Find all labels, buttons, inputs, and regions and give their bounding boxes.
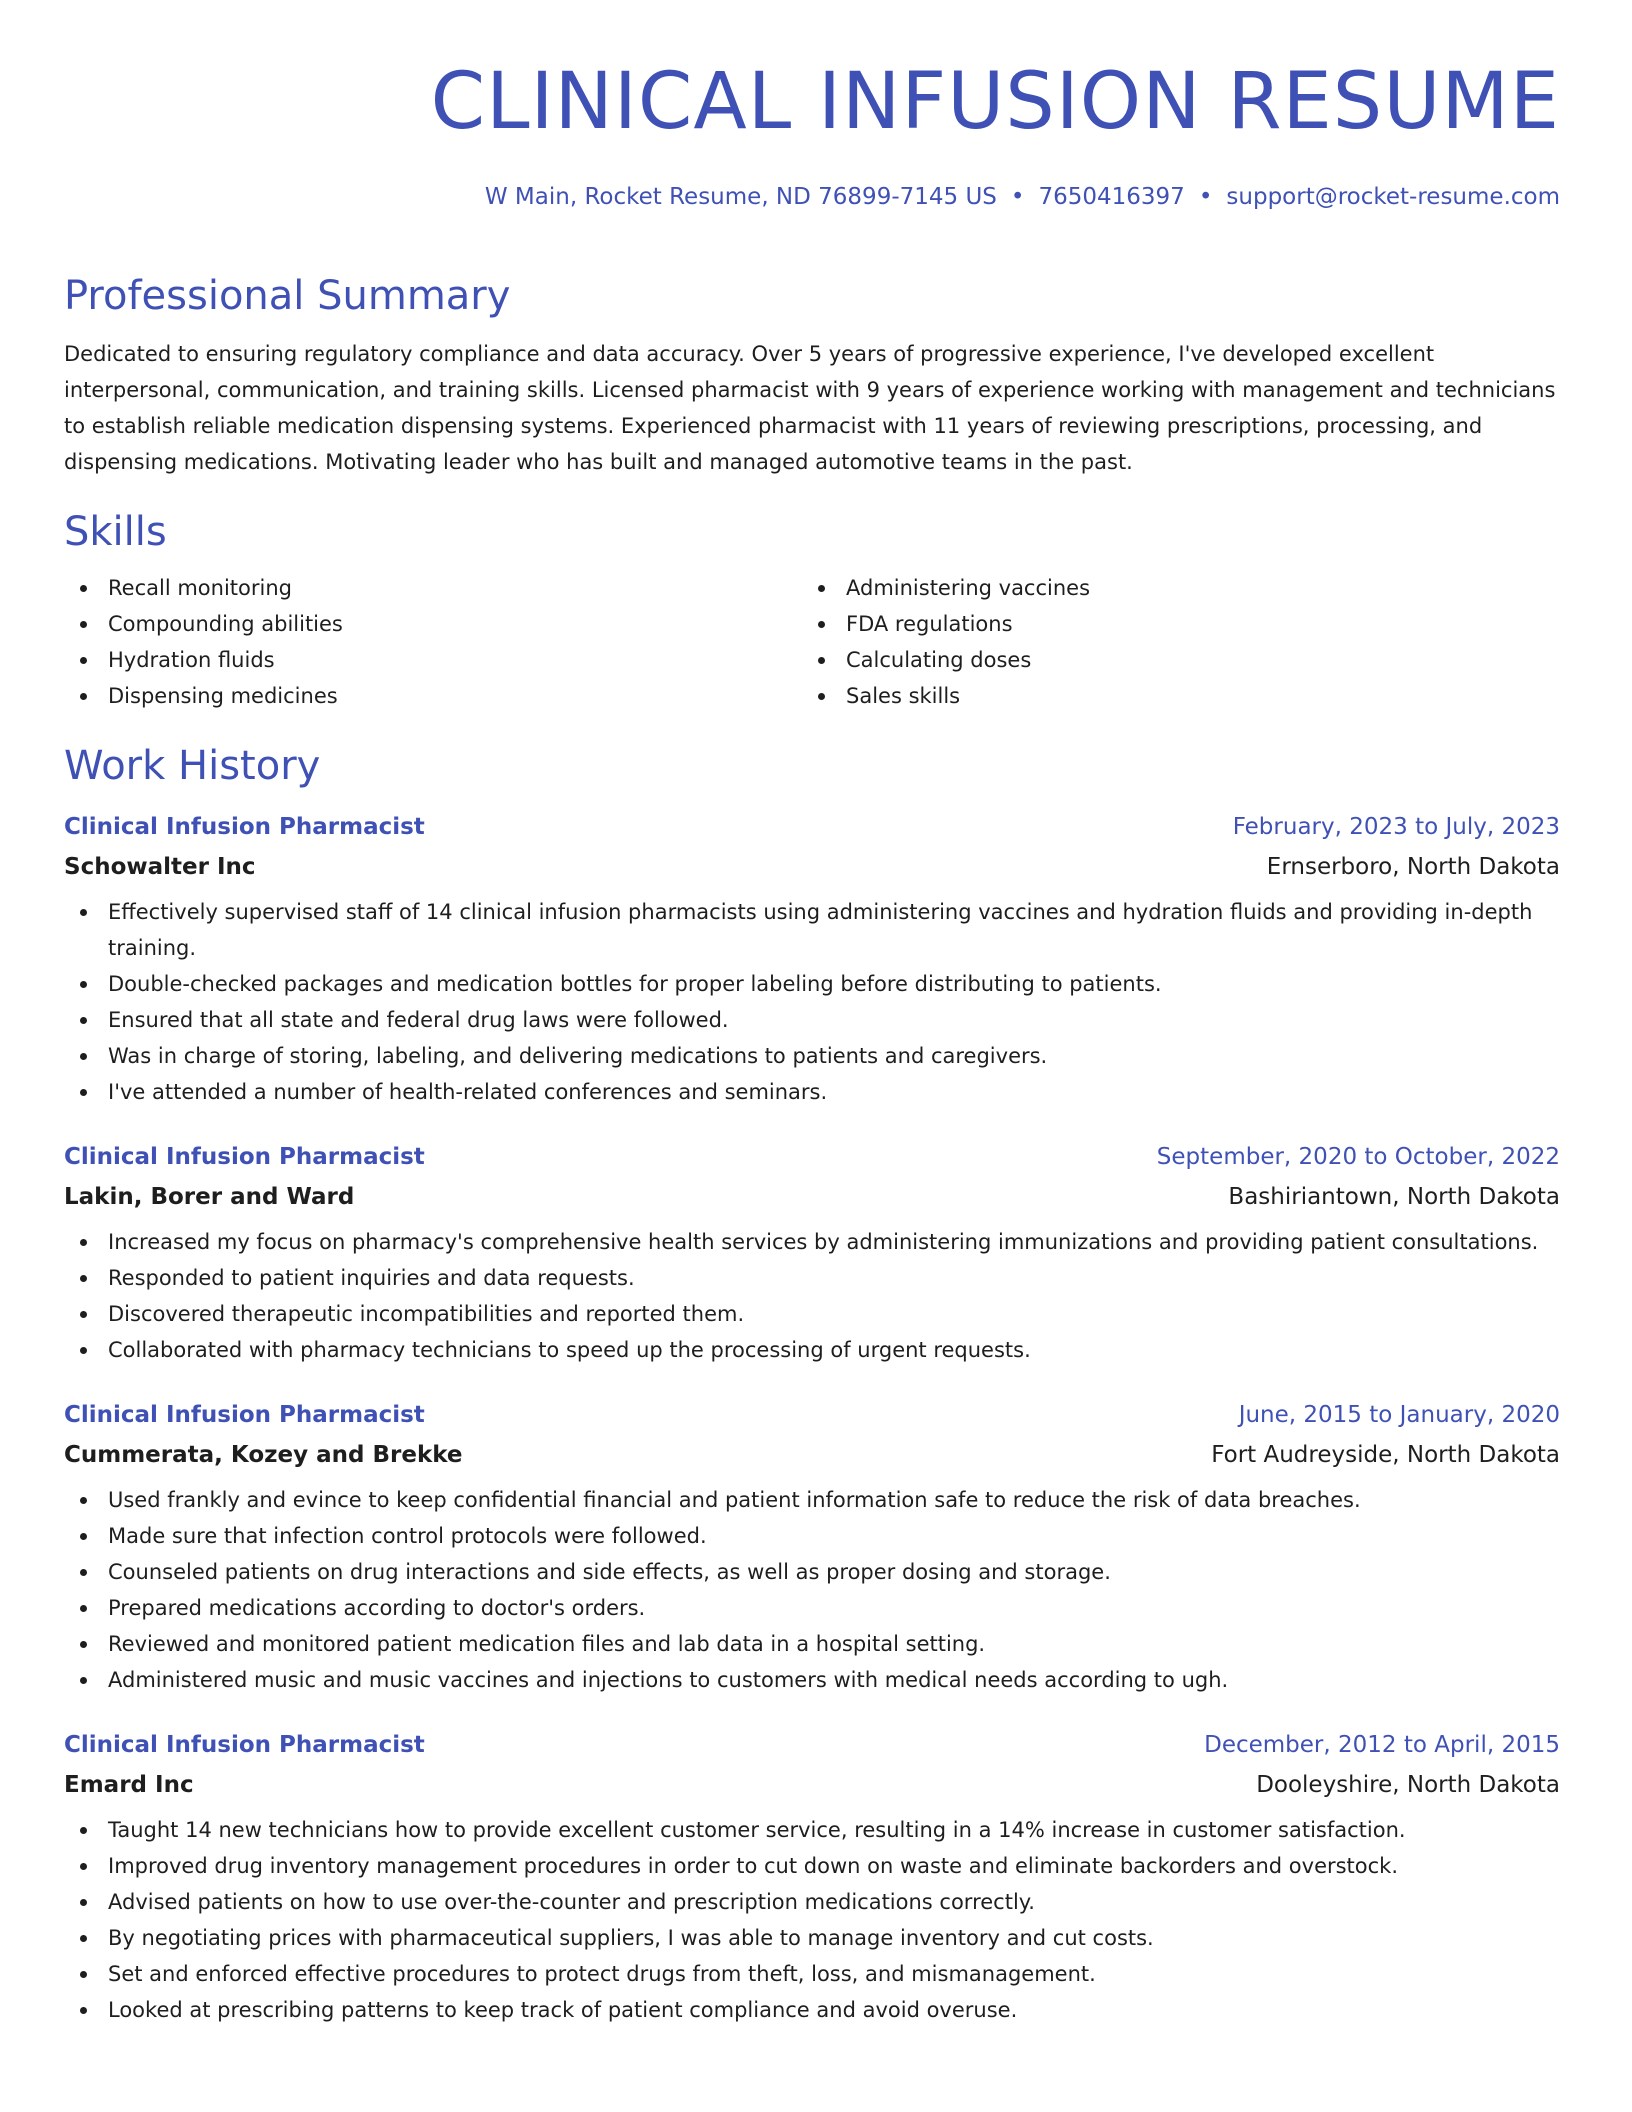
job-location: Bashiriantown, North Dakota [1228, 1184, 1560, 1210]
job-dates: September, 2020 to October, 2022 [1156, 1144, 1560, 1170]
section-title-skills: Skills [64, 509, 167, 555]
bullet-item: Prepared medications according to doctor's orders. [64, 1590, 1560, 1626]
section-title-work-history: Work History [64, 743, 321, 789]
skill-item: Calculating doses [802, 642, 1540, 678]
company-name: Lakin, Borer and Ward [64, 1184, 355, 1210]
separator: • [1198, 184, 1213, 210]
job-dates: December, 2012 to April, 2015 [1204, 1732, 1560, 1758]
skill-item: Compounding abilities [64, 606, 802, 642]
job-location: Ernserboro, North Dakota [1266, 854, 1560, 880]
bullet-item: Ensured that all state and federal drug laws were followed. [64, 1002, 1560, 1038]
bullet-item: Made sure that infection control protocols were followed. [64, 1518, 1560, 1554]
resume-header [64, 56, 1560, 212]
bullet-item: Used frankly and evince to keep confidential financial and patient information safe to reduce the risk of data breaches. [64, 1482, 1560, 1518]
company-name: Emard Inc [64, 1772, 194, 1798]
job-entry [64, 1400, 1560, 1698]
skill-item: Sales skills [802, 678, 1540, 714]
company-name: Cummerata, Kozey and Brekke [64, 1442, 463, 1468]
job-dates: February, 2023 to July, 2023 [1232, 814, 1560, 840]
bullet-item: Reviewed and monitored patient medication files and lab data in a hospital setting. [64, 1626, 1560, 1662]
phone: 7650416397 [1038, 184, 1185, 210]
skill-item: Recall monitoring [64, 570, 802, 606]
job-bullets [64, 1482, 1560, 1698]
job-dates: June, 2015 to January, 2020 [1238, 1402, 1560, 1428]
bullet-item: Was in charge of storing, labeling, and delivering medications to patients and caregivers. [64, 1038, 1560, 1074]
job-entry [64, 812, 1560, 1110]
separator: • [1010, 184, 1025, 210]
bullet-item: Set and enforced effective procedures to protect drugs from theft, loss, and mismanagement. [64, 1956, 1560, 1992]
skills-columns [64, 570, 1560, 714]
email-link[interactable]: support@rocket-resume.com [1226, 184, 1560, 210]
skills-list-right [802, 570, 1540, 714]
bullet-item: Improved drug inventory management procedures in order to cut down on waste and eliminate backorders and overstock. [64, 1848, 1560, 1884]
summary-section [64, 272, 1560, 480]
skill-item: Dispensing medicines [64, 678, 802, 714]
bullet-item: Counseled patients on drug interactions and side effects, as well as proper dosing and storage. [64, 1554, 1560, 1590]
bullet-item: I've attended a number of health-related conferences and seminars. [64, 1074, 1560, 1110]
job-location: Dooleyshire, North Dakota [1256, 1772, 1560, 1798]
job-bullets [64, 1812, 1560, 2028]
bullet-item: Effectively supervised staff of 14 clinical infusion pharmacists using administering vaccines and hydration fluids and providing in-depth training. [64, 894, 1560, 966]
job-title: Clinical Infusion Pharmacist [64, 814, 425, 840]
skill-item: Hydration fluids [64, 642, 802, 678]
address: W Main, Rocket Resume, ND 76899-7145 US [484, 184, 997, 210]
resume-page [64, 0, 1560, 2028]
bullet-item: Discovered therapeutic incompatibilities and reported them. [64, 1296, 1560, 1332]
job-entry [64, 1730, 1560, 2028]
bullet-item: Taught 14 new technicians how to provide excellent customer service, resulting in a 14% increase in customer satisfaction. [64, 1812, 1560, 1848]
work-history-section [64, 742, 1560, 2028]
job-title: Clinical Infusion Pharmacist [64, 1732, 425, 1758]
job-bullets [64, 894, 1560, 1110]
skills-section [64, 508, 1560, 714]
job-entry [64, 1142, 1560, 1368]
job-title: Clinical Infusion Pharmacist [64, 1402, 425, 1428]
contact-line [64, 182, 1560, 212]
section-title-summary: Professional Summary [64, 273, 511, 319]
bullet-item: Collaborated with pharmacy technicians to speed up the processing of urgent requests. [64, 1332, 1560, 1368]
company-name: Schowalter Inc [64, 854, 256, 880]
bullet-item: Responded to patient inquiries and data requests. [64, 1260, 1560, 1296]
bullet-item: Increased my focus on pharmacy's comprehensive health services by administering immunizations and providing patient consultations. [64, 1224, 1560, 1260]
bullet-item: Double-checked packages and medication bottles for proper labeling before distributing to patients. [64, 966, 1560, 1002]
job-bullets [64, 1224, 1560, 1368]
skill-item: FDA regulations [802, 606, 1540, 642]
bullet-item: Advised patients on how to use over-the-counter and prescription medications correctly. [64, 1884, 1560, 1920]
job-title: Clinical Infusion Pharmacist [64, 1144, 425, 1170]
resume-name: CLINICAL INFUSION RESUME [430, 57, 1560, 147]
skills-list-left [64, 570, 802, 714]
job-location: Fort Audreyside, North Dakota [1211, 1442, 1560, 1468]
skill-item: Administering vaccines [802, 570, 1540, 606]
bullet-item: By negotiating prices with pharmaceutical suppliers, I was able to manage inventory and cut costs. [64, 1920, 1560, 1956]
bullet-item: Administered music and music vaccines and injections to customers with medical needs according to ugh. [64, 1662, 1560, 1698]
bullet-item: Looked at prescribing patterns to keep track of patient compliance and avoid overuse. [64, 1992, 1560, 2028]
summary-text: Dedicated to ensuring regulatory compliance and data accuracy. Over 5 years of progressive experience, I've developed excellent interpersonal, communication, and training skills. Licensed pharmacist with 9 years of experience working with management and technicians to establish reliable medication dispensing systems. Experienced pharmacist with 11 years of reviewing prescriptions, processing, and dispensing medications. Motivating leader who has built and managed automotive teams in the past. [64, 342, 1556, 474]
